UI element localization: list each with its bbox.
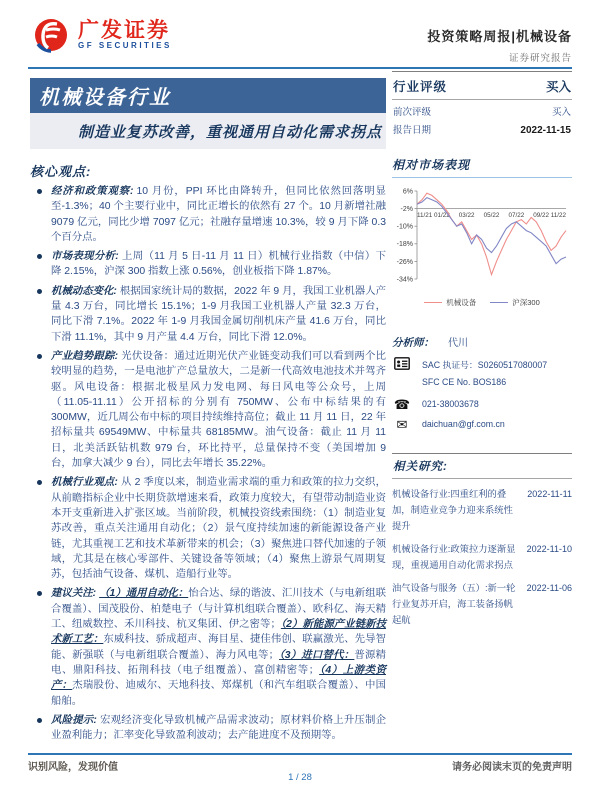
market-performance-heading: 相对市场表现 xyxy=(392,156,572,178)
report-type: 投资策略周报|机械设备 xyxy=(427,29,572,44)
brand-name-cn: 广发证券 xyxy=(78,17,170,42)
bullet-text: 宏观经济变化导致机械产品需求波动；原材料价格上升压制企业盈利能力；汇率变化导致盈利波动；去产能进度不及预期等。 xyxy=(51,714,386,742)
bullet-icon xyxy=(37,591,42,596)
related-research xyxy=(392,453,572,628)
bullet-text: 10 月份，PPI 环比由降转升，但同比依然回落明显至-1.3%；40 个主要行业中，同比正增长的依然有 27 个。10 月新增社融 9079 亿元，同比少增 7097 亿元；社融存量增速 10.3%，较 9 月下降 0.3 个百分点。 xyxy=(51,186,386,243)
svg-text:6%: 6% xyxy=(402,188,413,196)
bullet-text: 从 2 季度以来，制造业需求端的重力和政策的拉力交织，从前瞻指标企业中长期贷款增速来看，政策力度较大，有望带动制造业资本开支重新进入扩张区域。当前阶段，机械投资线索围绕：（1）制造业复苏改善，重点关注通用自动化；（2）景气度持续加速的新能源设备产业链，尤其重视工艺和技术革新带来的机会；（3）聚焦进口替代加速的子领域，尤其是在核心零部件、关键设备等领域；（4）聚焦上游景气周期复苏，包括油气设备、煤机、造船行业等。 xyxy=(51,477,386,581)
related-date: 2022-11-10 xyxy=(526,544,572,554)
chart-legend xyxy=(392,297,572,308)
bullet-label: 机械行业观点: xyxy=(51,477,118,489)
svg-text:03/22: 03/22 xyxy=(458,212,475,220)
analyst-sfc: SFC CE No. BOS186 xyxy=(422,377,507,387)
related-item[interactable] xyxy=(392,541,572,573)
report-date-value: 2022-11-15 xyxy=(520,125,571,136)
bullet-label: 产业趋势跟踪: xyxy=(51,350,119,362)
header-divider xyxy=(28,67,572,69)
phone-icon: ☎ xyxy=(393,397,411,412)
report-date-label: 报告日期 xyxy=(393,125,432,136)
analyst-email[interactable]: daichuan@gf.com.cn xyxy=(422,419,505,429)
segment-import-substitution: （3）进口替代： xyxy=(279,649,355,661)
legend-label: 沪深300 xyxy=(512,298,540,307)
related-date: 2022-11-06 xyxy=(526,583,572,593)
svg-text:09/22: 09/22 xyxy=(533,212,550,220)
svg-text:-2%: -2% xyxy=(400,206,413,213)
bullet-label: 市场表现分析: xyxy=(51,251,119,263)
gf-logo-icon xyxy=(30,14,72,56)
svg-text:05/22: 05/22 xyxy=(483,212,500,220)
bullet-icon xyxy=(37,254,42,259)
segment-upstream-assets: （4）上游类资产： xyxy=(51,664,386,692)
sidebar xyxy=(392,71,572,628)
report-category: 证券研究报告 xyxy=(508,53,572,64)
related-title[interactable]: 油气设备与服务（五）:新一轮行业复苏开启，海工装备扬帆起航 xyxy=(392,583,516,625)
bullet-icon xyxy=(37,354,42,359)
main-content xyxy=(30,78,386,747)
related-title[interactable]: 机械设备行业:四重红利的叠加，制造业竞争力迎来系统性提升 xyxy=(392,489,513,531)
svg-text:-10%: -10% xyxy=(396,223,413,231)
legend-machinery xyxy=(424,297,476,308)
bullet-machinery-view xyxy=(30,475,386,582)
bullet-icon xyxy=(37,718,42,723)
segment-general-automation: （1）通用自动化： xyxy=(99,588,189,600)
related-item[interactable] xyxy=(392,580,572,628)
bullet-text: 光伏设备：通过近期光伏产业链变动我们可以看到两个比较明显的趋势，一是电池扩产总量放大，二是新一代高效电池技术并驾齐驱。风电设备：根据北极星风力发电网、每日风电等公众号，上周（11.05-11.11）公开招标的分别有 750MW、公布中标结果的有 300MW，近几周公布中标的项目持续维持高位；截止 11 月 11 日，22 年招标量共 69549MW、中标量共 68185MW。油气设备：截止 11 月 11 日，北美活跃钻机数 979 台，环比持平，总量保持不变（美国增加 9 台，加拿大减少 9 台），同比去年增长 35.22%。 xyxy=(51,350,386,470)
industry-title: 机械设备行业 xyxy=(30,78,386,113)
analyst-phone[interactable]: 021-38003678 xyxy=(422,399,479,409)
analyst-block xyxy=(392,334,572,431)
bullet-market-performance xyxy=(30,249,386,280)
bullet-icon xyxy=(37,289,42,294)
analyst-name: 代川 xyxy=(448,338,468,349)
segment-new-energy: （2）新能源产业链新技术新工艺： xyxy=(51,619,387,646)
bullet-text: 根据国家统计局的数据，2022 年 9 月，我国工业机器人产量 4.3 万台，同比增长 15.1%；1-9 月我国工业机器人产量 32.3 万台，同比下滑 7.1%。2022 年 1-9 月我国金属切削机床产量 41.6 万台，同比下滑 11.1%，其中 9 月产量 4.4 万台，同比下滑 12.0%。 xyxy=(51,285,386,343)
footer-divider xyxy=(28,753,572,755)
rating-table xyxy=(392,71,572,136)
brand-name-en: GF SECURITIES xyxy=(78,41,172,50)
svg-text:07/22: 07/22 xyxy=(508,212,525,220)
bullet-label: 建议关注: xyxy=(51,588,97,600)
bullet-industry-trend xyxy=(30,349,386,471)
core-bullet-list xyxy=(30,184,386,743)
report-subtitle: 制造业复苏改善，重视通用自动化需求拐点 xyxy=(30,113,386,149)
brand-logo xyxy=(30,14,172,56)
bullet-economy-policy xyxy=(30,184,386,245)
rating-label: 行业评级 xyxy=(393,80,448,94)
related-item[interactable] xyxy=(392,486,572,534)
segment-companies: 东威科技、骄成超声、海目星、捷佳伟创、联赢激光、先导智能、新强联（与电新组联合覆盖）、海力风电等； xyxy=(51,634,387,661)
bullet-label: 机械动态变化: xyxy=(51,285,117,297)
segment-companies: 杰瑞股份、迪威尔、天地科技、郑煤机（和汽车组联合覆盖）、中国船舶。 xyxy=(51,680,387,707)
analyst-label: 分析师： xyxy=(392,337,434,349)
prev-rating-value: 买入 xyxy=(551,107,571,118)
market-performance-chart xyxy=(392,186,572,308)
svg-text:11/21: 11/21 xyxy=(417,212,433,220)
bullet-label: 经济和政策观察: xyxy=(51,186,134,197)
segment-companies: 怡合达、绿的谐波、汇川技术（与电新组联合覆盖）、国茂股份、柏楚电子（与计算机组联合覆盖）、欧科亿、海天精工、纽威数控、禾川科技、杭叉集团、伊之密等； xyxy=(51,588,386,631)
mail-icon: ✉ xyxy=(396,417,408,432)
related-title[interactable]: 机械设备行业:政策拉力逐渐显现，重视通用自动化需求拐点 xyxy=(392,544,516,570)
legend-label: 机械设备 xyxy=(446,298,477,307)
bullet-text: 上周（11 月 5 日-11 月 11 日）机械行业指数（中信）下降 2.15%，沪深 300 指数上涨 0.56%，创业板指下降 1.87%。 xyxy=(51,251,386,278)
bullet-icon xyxy=(37,189,42,194)
related-date: 2022-11-11 xyxy=(527,489,572,499)
legend-line-red xyxy=(424,302,442,303)
certificate-icon xyxy=(392,357,412,372)
bullet-label: 风险提示: xyxy=(51,714,97,726)
legend-hs300 xyxy=(490,297,540,308)
core-views-heading: 核心观点: xyxy=(30,164,92,179)
rating-value: 买入 xyxy=(545,80,571,94)
svg-text:-26%: -26% xyxy=(396,258,413,266)
svg-text:-18%: -18% xyxy=(396,241,413,249)
bullet-risk-warning xyxy=(30,713,386,744)
related-research-heading: 相关研究: xyxy=(392,453,572,479)
bullet-icon xyxy=(37,480,42,485)
analyst-sac: SAC 执证号：S0260517080007 xyxy=(422,360,548,370)
svg-text:11/22: 11/22 xyxy=(550,212,566,220)
market-chart xyxy=(392,186,572,288)
svg-text:-34%: -34% xyxy=(396,276,413,284)
prev-rating-label: 前次评级 xyxy=(393,107,432,118)
footer-slogan: 识别风险，发现价值 xyxy=(28,762,118,773)
bullet-recommendations xyxy=(30,586,386,708)
footer-disclaimer: 请务必阅读末页的免责声明 xyxy=(452,762,572,773)
svg-text:01/22: 01/22 xyxy=(433,212,450,220)
legend-line-blue xyxy=(490,302,508,303)
segment-companies: 普源精电、鼎阳科技、拓荆科技（电子组覆盖）、富创精密等； xyxy=(51,649,386,676)
page-number: 1 / 28 xyxy=(288,772,312,783)
bullet-machinery-news xyxy=(30,284,386,345)
